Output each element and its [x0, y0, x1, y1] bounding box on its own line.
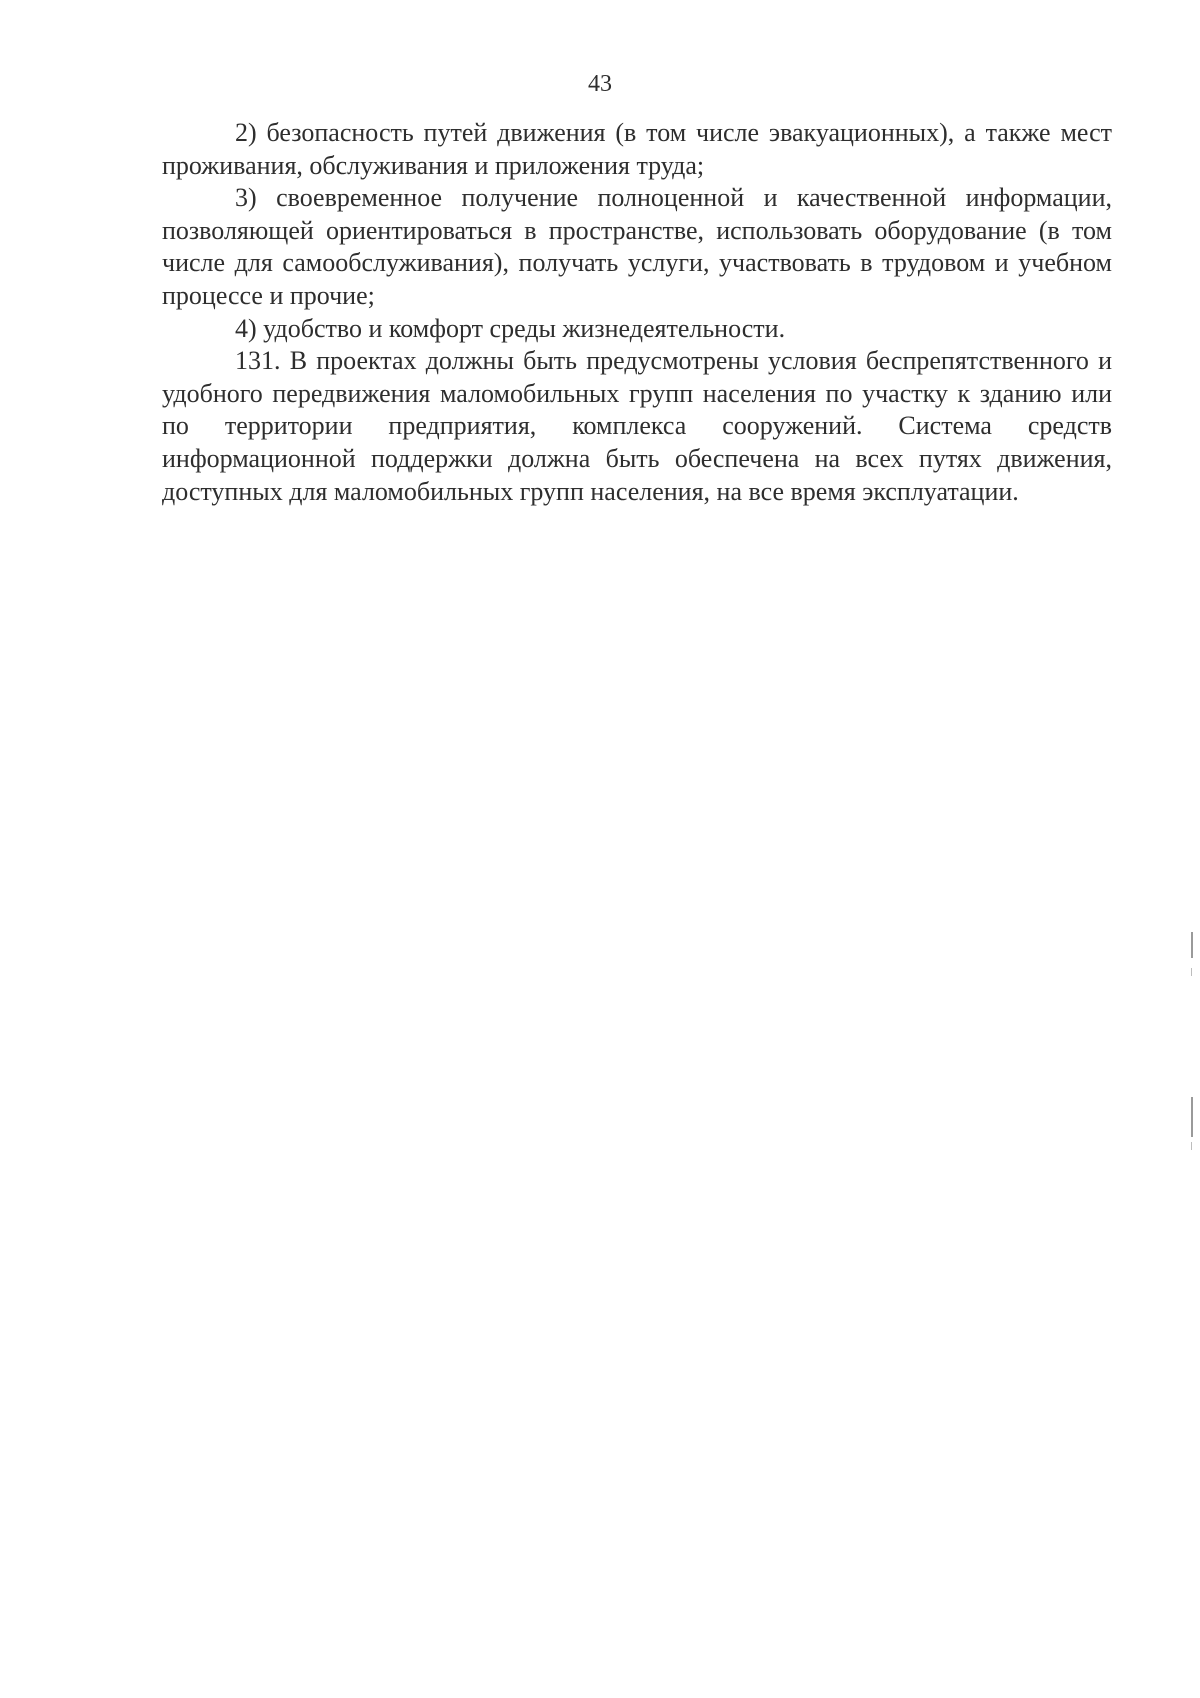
scan-artifact — [1191, 932, 1193, 958]
clause-131: 131. В проектах должны быть предусмотрены условия беспрепятственного и удобного передвижения маломобильных групп населения по участку к зданию или по территории предприятия, комплекса сооружений. Система средств информационной поддержки должна быть обеспечена на всех путях движения, доступных для маломобильных групп населения, на все время эксплуатации. — [162, 346, 1112, 506]
scan-artifact — [1191, 968, 1192, 976]
document-body — [162, 117, 1112, 508]
scan-artifact — [1191, 1097, 1193, 1137]
list-item-4: 4) удобство и комфорт среды жизнедеятельности. — [235, 313, 786, 343]
list-item-3: 3) своевременное получение полноценной и качественной информации, позволяющей ориентироваться в пространстве, использовать оборудование (в том числе для самообслуживания), получать услуги, участвовать в трудовом и учебном процессе и прочие; — [162, 183, 1112, 310]
list-item-2: 2) безопасность путей движения (в том числе эвакуационных), а также мест проживания, обслуживания и приложения труда; — [162, 118, 1112, 180]
page-number: 43 — [588, 71, 612, 97]
scan-artifact — [1191, 1142, 1192, 1150]
